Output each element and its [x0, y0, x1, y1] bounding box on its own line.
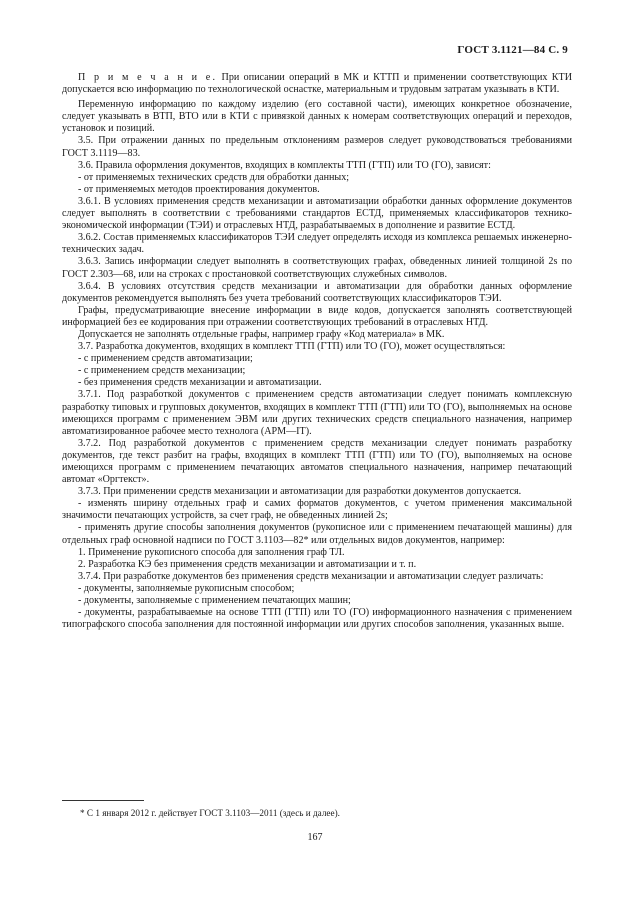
footnote: * С 1 января 2012 г. действует ГОСТ 3.1103—2011 (здесь и далее).	[80, 808, 340, 818]
list-item: - с применением средств автоматизации;	[78, 353, 253, 365]
paragraph: 3.6.3. Запись информации следует выполнять в соответствующих графах, обведенных линией толщиной 2s по ГОСТ 2.303—68, или на строках с простановкой соответствующих служебных символов.	[62, 256, 572, 280]
paragraph: 3.7. Разработка документов, входящих в комплект ТТП (ГТП) или ТО (ГО), может осуществляться:	[78, 341, 506, 353]
note-text: При описании операций в МК и КТТП и применении соответствующих КТИ допускается всю информацию по технологической оснастке, материальным и трудовым затратам указывать в КТИ.	[62, 72, 572, 96]
paragraph: 3.6. Правила оформления документов, входящих в комплекты ТТП (ГТП) или ТО (ГО), зависят:	[78, 159, 491, 171]
list-item: - применять другие способы заполнения документов (рукописное или с применением печатающей машины) для отдельных граф основной надписи по ГОСТ 3.1103—82* или отдельных видов документов, например:	[62, 522, 572, 546]
paragraph: 3.6.1. В условиях применения средств механизации и автоматизации обработки данных оформление документов следует выполнять в соответствии с требованиями стандартов ЕСТД, применяемых классификаторов технико-экономической информации (ТЭИ) и отраслевых НТД, разрабатываемых в дополнение и развитие ЕСТД.	[62, 195, 572, 232]
paragraph: 3.6.4. В условиях отсутствия средств механизации и автоматизации для обработки данных оформление документов рекомендуется выполнять без учета требований соответствующих классификаторов ТЭИ.	[62, 280, 572, 304]
list-item: - изменять ширину отдельных граф и самих форматов документов, с учетом применения максимальной значимости печатающих устройств, за счет граф, не обведенных линией 2s;	[62, 498, 572, 522]
list-item: - без применения средств механизации и автоматизации.	[78, 377, 322, 389]
list-item: - документы, заполняемые рукописным способом;	[78, 582, 295, 594]
paragraph: 3.6.2. Состав применяемых классификаторов ТЭИ следует определять исходя из комплекса решаемых инженерно-технических задач.	[62, 232, 572, 256]
paragraph: 3.7.3. При применении средств механизации и автоматизации для разработки документов допускается.	[78, 486, 522, 498]
paragraph: 3.7.4. При разработке документов без применения средств механизации и автоматизации следует различать:	[78, 570, 544, 582]
paragraph: Допускается не заполнять отдельные графы, например графу «Код материала» в МК.	[78, 328, 445, 340]
note-paragraph	[62, 72, 572, 96]
footnote-divider	[62, 800, 144, 801]
list-item: 1. Применение рукописного способа для заполнения граф ТЛ.	[78, 546, 345, 558]
paragraph: Переменную информацию по каждому изделию (его составной части), имеющих конкретное обозначение, следует указывать в ВТП, ВТО или в КТИ с привязкой данных к номерам соответствующих операций и переходов, установок и позиций.	[62, 99, 572, 135]
list-item: - от применяемых технических средств для обработки данных;	[78, 171, 350, 183]
note-lead: П р и м е ч а н и е.	[78, 72, 218, 83]
document-body	[62, 72, 572, 631]
list-item: - документы, разрабатываемые на основе ТТП (ГТП) или ТО (ГО) информационного назначения с применением типографского способа заполнения для постоянной информации или других способов заполнения, указанных выше.	[62, 607, 572, 631]
paragraph: 3.7.1. Под разработкой документов с применением средств автоматизации следует понимать комплексную разработку типовых и групповых документов, входящих в комплект ТТП (ГТП) или ТО (ГО), выполняемых на основе имеющихся программ с применением ЭВМ или других технических средств специального назначения, например автоматизированное рабочее место технолога (АРМ—IТ).	[62, 389, 572, 437]
paragraph: Графы, предусматривающие внесение информации в виде кодов, допускается заполнять соответствующей информацией без ее кодирования при отражении соответствующих требований в отраслевых НТД.	[62, 304, 572, 328]
list-item: 2. Разработка КЭ без применения средств механизации и автоматизации и т. п.	[78, 558, 417, 570]
paragraph: 3.5. При отражении данных по предельным отклонениям размеров следует руководствоваться требованиями ГОСТ 3.1119—83.	[62, 135, 572, 159]
page-number: 167	[307, 832, 323, 843]
page-header: ГОСТ 3.1121—84 С. 9	[457, 44, 568, 56]
paragraph: 3.7.2. Под разработкой документов с применением средств механизации следует понимать разработку документов, где текст разбит на графы, входящих в комплект ТТП (ГТП) или ТО (ГО), выполняемых на основе имеющихся программ с применением печатающих автоматов специального назначения, например печатающий автомат «Оргтекст».	[62, 437, 572, 486]
list-item: - документы, заполняемые с применением печатающих машин;	[78, 595, 351, 607]
list-item: - от применяемых методов проектирования документов.	[78, 183, 320, 195]
list-item: - с применением средств механизации;	[78, 365, 246, 377]
